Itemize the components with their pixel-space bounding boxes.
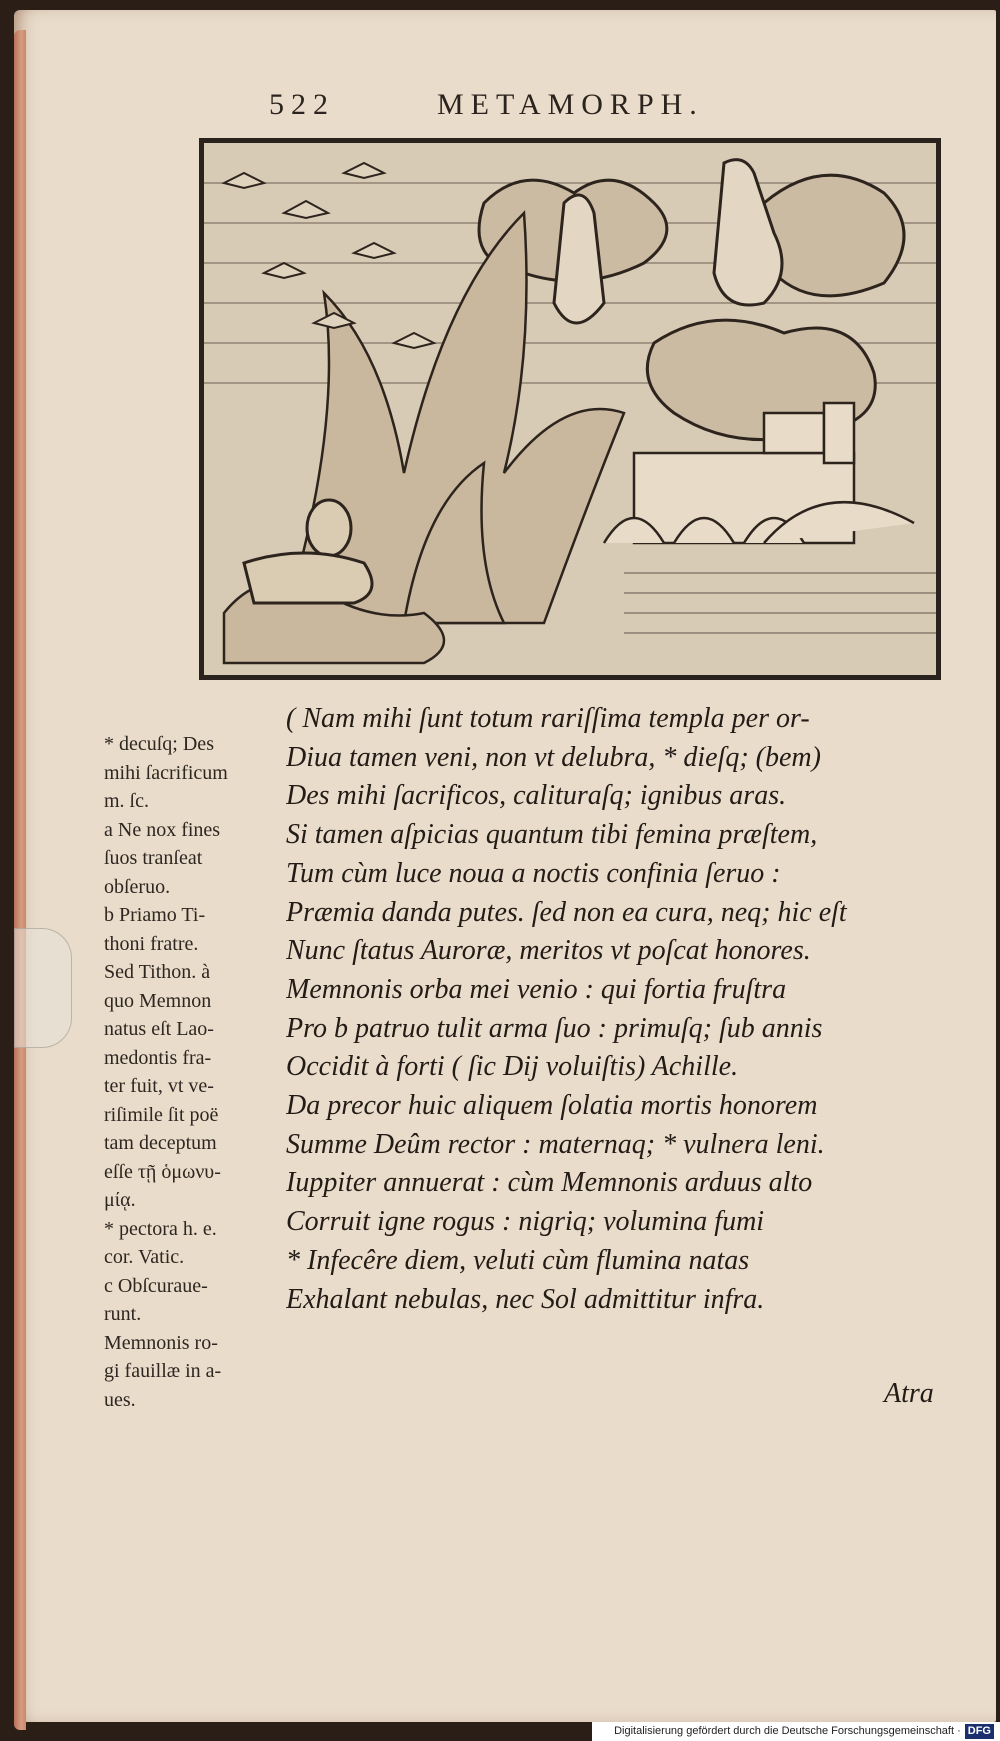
verse-line: Corruit igne rogus : nigriq; volumina fumi [286,1206,765,1238]
margin-note: * decuſq; Des [104,733,214,755]
book-page [14,10,996,1722]
woodcut-image [204,143,936,675]
page-number: 522 [269,88,335,121]
margin-note: μίᾳ. [104,1189,136,1211]
margin-note: mihi ſacrificum [104,761,228,784]
margin-note: obſeruo. [104,875,171,898]
running-header [269,88,829,128]
verse-line: Iuppiter annuerat : cùm Memnonis arduus alto [286,1167,813,1199]
verse-line: Exhalant nebulas, nec Sol admittitur infra. [286,1283,765,1315]
verse-line: Pro b patruo tulit arma ſuo : primuſq; ſub annis [286,1012,823,1044]
page-edge [14,30,26,1730]
margin-note: tam deceptum [104,1132,217,1154]
margin-note: cor. Vatic. [104,1246,185,1268]
verse-line: Des mihi ſacrificos, calituraſq; ignibus aras. [286,780,787,812]
margin-note: eſſe τῇ ὁμωνυ- [104,1160,221,1183]
margin-note: quo Memnon [104,989,212,1012]
footer-text: Digitalisierung gefördert durch die Deutsche Forschungsgemeinschaft · [614,1725,961,1737]
dfg-logo: DFG [965,1724,994,1739]
catchword: Atra [884,1378,934,1409]
verse-line: Summe Deûm rector : maternaq; * vulnera leni. [286,1128,825,1160]
verse-line: Diua tamen veni, non vt delubra, * dieſq; (bem) [286,741,821,773]
verse-line: * Infecêre diem, veluti cùm flumina natas [286,1244,750,1276]
digitization-footer [592,1722,1000,1741]
margin-note: Sed Tithon. à [104,961,211,983]
margin-note: gi fauillæ in a- [104,1360,222,1382]
verse-line: Nunc ſtatus Auroræ, meritos vt poſcat honores. [286,935,811,967]
margin-note: m. ſc. [104,790,149,812]
verse-line: Si tamen aſpicias quantum tibi femina præſtem, [286,819,818,851]
margin-note: c Obſcuraue- [104,1274,208,1297]
margin-note: * pectora h. e. [104,1217,217,1240]
running-title: METAMORPH. [437,88,704,121]
verse-line: Occidit à forti ( ſic Dij voluiſtis) Achille. [286,1051,739,1083]
verse-line: Præmia danda putes. ſed non ea cura, neq; hic eſt [286,896,847,928]
verse-line: Memnonis orba mei venio : qui fortia fruſtra [286,973,787,1005]
marginal-notes [104,730,279,1414]
margin-note: ter fuit, vt ve- [104,1075,214,1097]
page-clip [14,928,72,1048]
verse-line: ( Nam mihi ſunt totum rariſſima templa per or- [286,703,810,734]
woodcut-illustration [199,138,941,680]
margin-note: riſimile ſit poë [104,1103,219,1126]
margin-note: runt. [104,1303,142,1325]
margin-note: ues. [104,1388,136,1411]
verse-line: Da precor huic aliquem ſolatia mortis honorem [286,1090,818,1122]
margin-note: natus eſt Lao- [104,1018,214,1040]
margin-note: thoni fratre. [104,932,199,955]
verse-line: Tum cùm luce noua a noctis confinia ſeruo : [286,857,781,889]
margin-note: ſuos tranſeat [104,847,203,869]
margin-note: b Priamo Ti- [104,904,206,926]
verse-text [286,700,956,1319]
margin-note: medontis fra- [104,1046,212,1069]
margin-note: Memnonis ro- [104,1331,218,1354]
margin-note: a Ne nox fines [104,818,221,841]
